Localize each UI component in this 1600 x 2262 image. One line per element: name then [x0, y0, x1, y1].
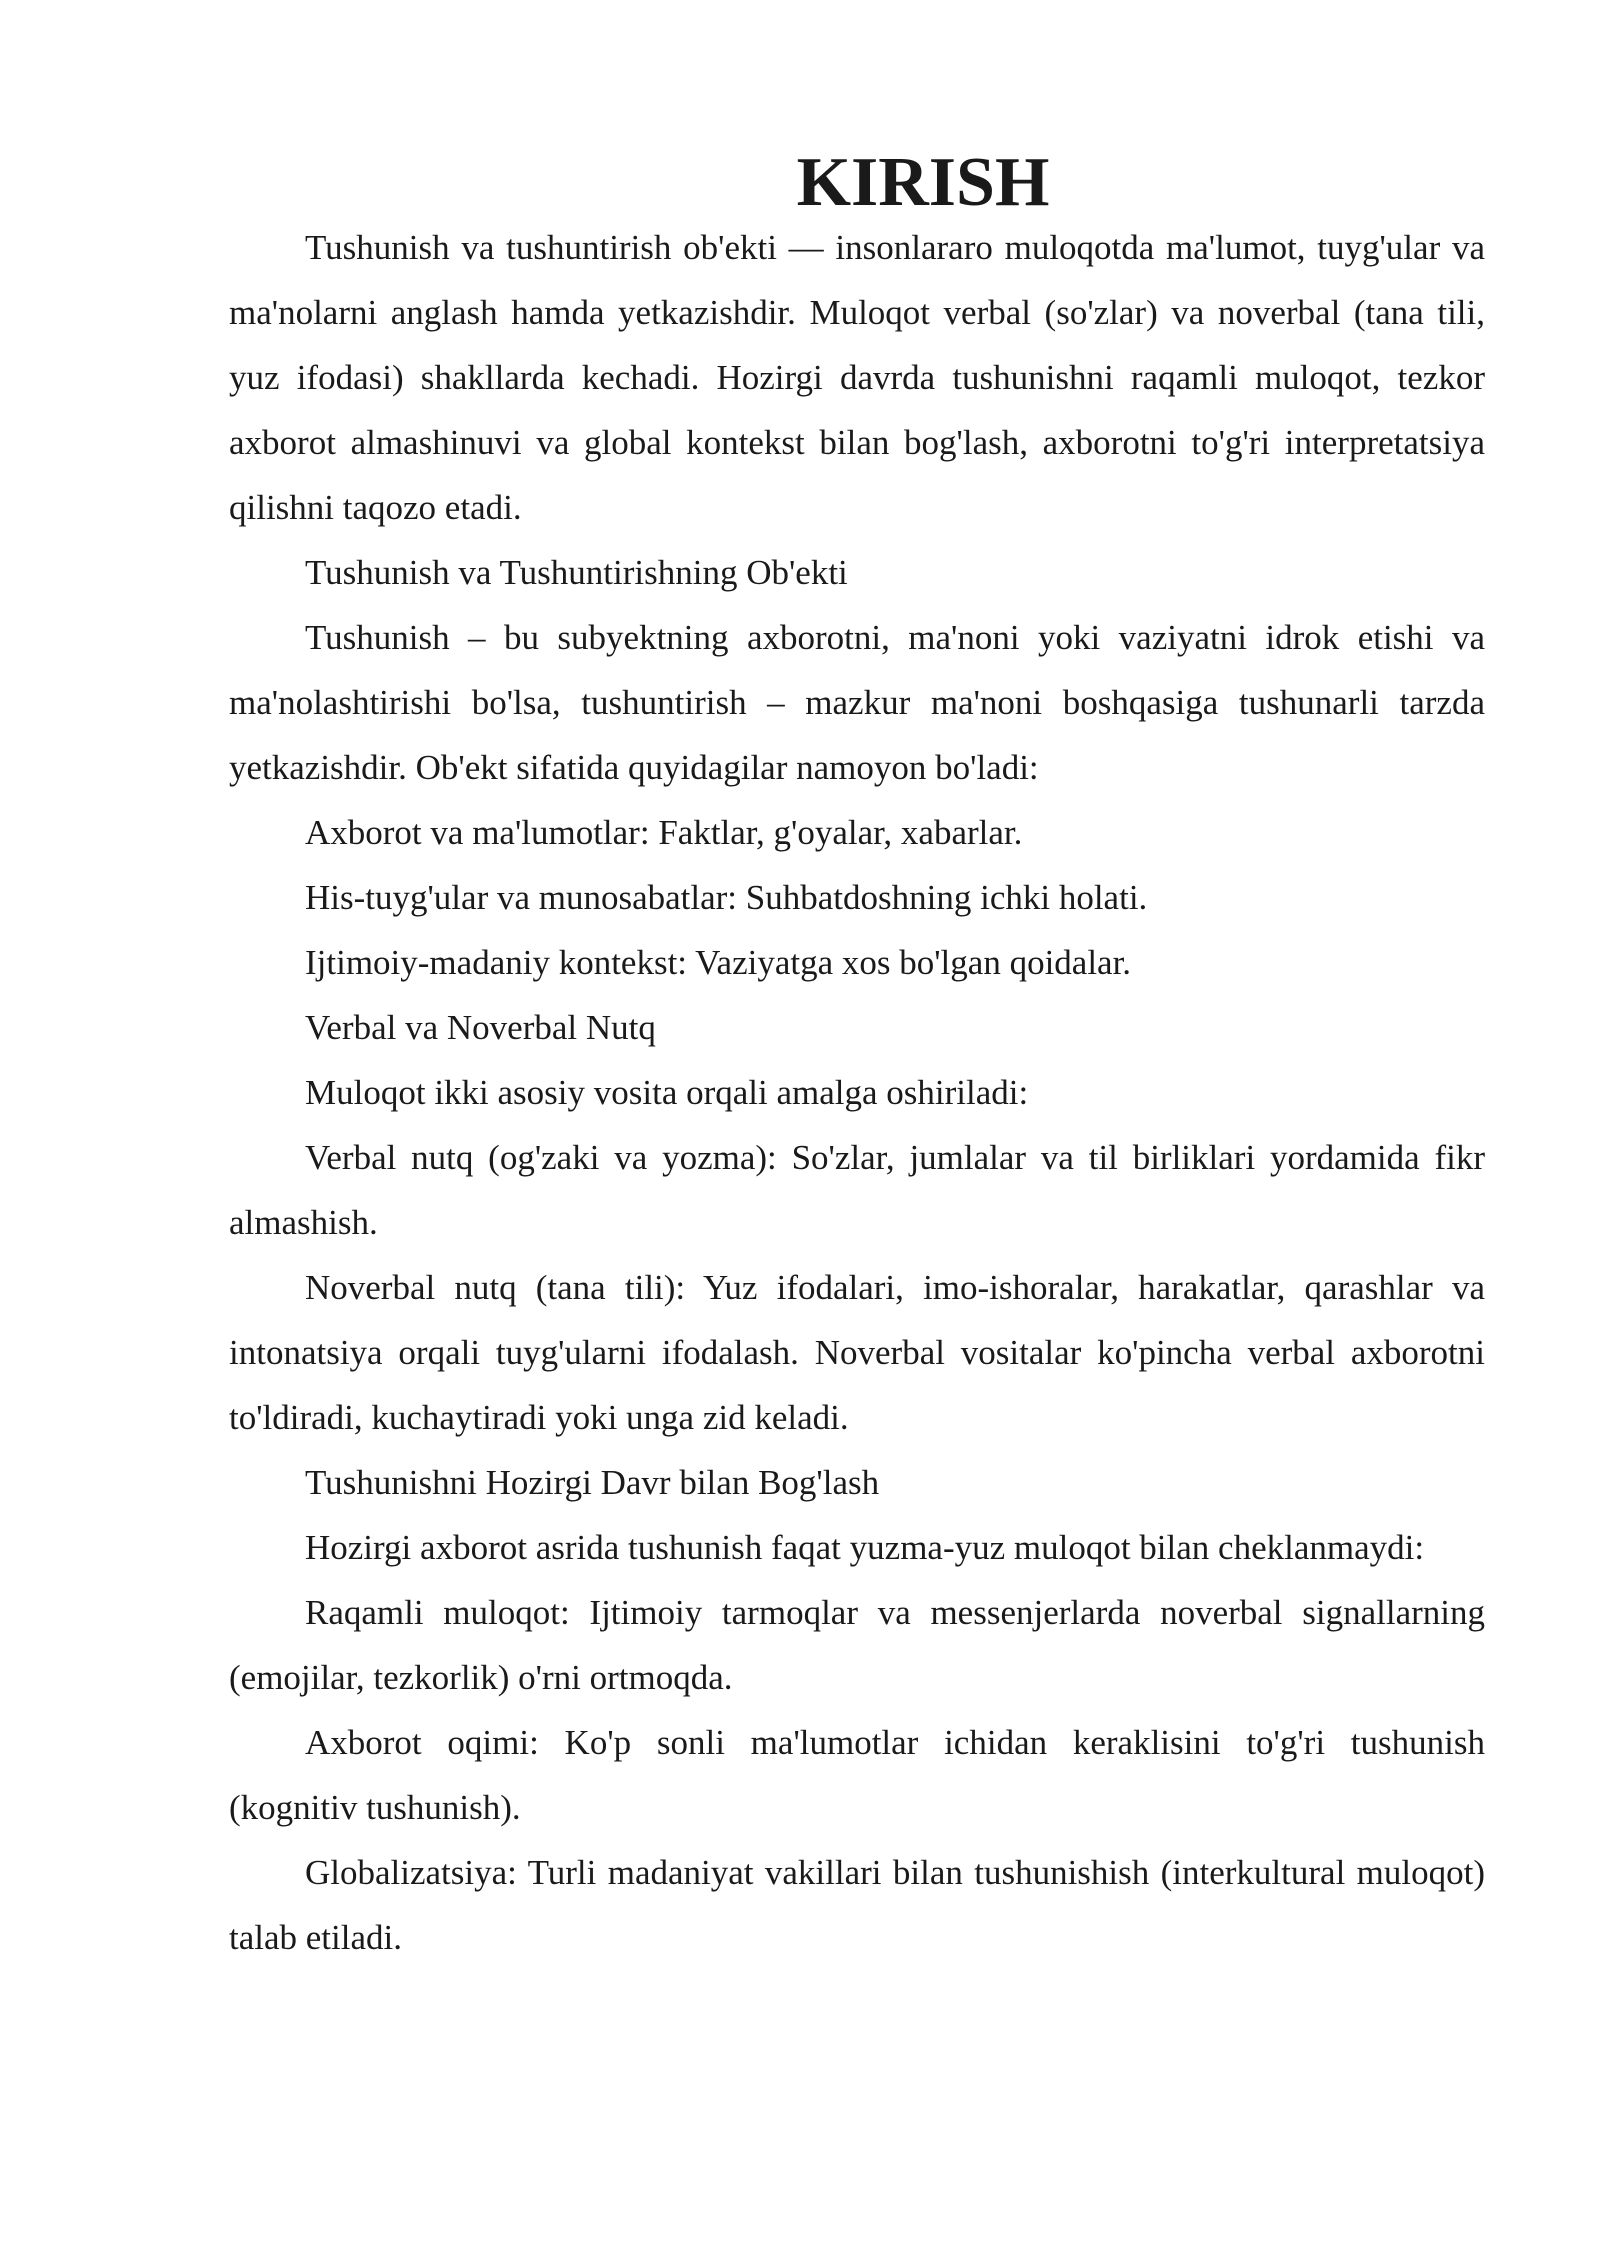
list-item-information-flow: Axborot oqimi: Ko'p sonli ma'lumotlar ichidan keraklisini to'g'ri tushunish (kognitiv tushunish).	[229, 1723, 1485, 1827]
definition-paragraph: Tushunish – bu subyektning axborotni, ma'noni yoki vaziyatni idrok etishi va ma'nolashtirishi bo'lsa, tushuntirish – mazkur ma'noni boshqasiga tushunarli tarzda yetkazishdir. Ob'ekt sifatida quyidagilar namoyon bo'ladi:	[229, 618, 1485, 787]
list-item-emotions: His-tuyg'ular va munosabatlar: Suhbatdoshning ichki holati.	[305, 878, 1148, 917]
section-heading-speech: Verbal va Noverbal Nutq	[305, 1008, 656, 1047]
list-item-nonverbal: Noverbal nutq (tana tili): Yuz ifodalari, imo-ishoralar, harakatlar, qarashlar va intonatsiya orqali tuyg'ularni ifodalash. Noverbal vositalar ko'pincha verbal axborotni to'ldiradi, kuchaytiradi yoki unga zid keladi.	[229, 1268, 1485, 1437]
list-item-information: Axborot va ma'lumotlar: Faktlar, g'oyalar, xabarlar.	[305, 813, 1023, 852]
intro-paragraph: Tushunish va tushuntirish ob'ekti — insonlararo muloqotda ma'lumot, tuyg'ular va ma'nolarni anglash hamda yetkazishdir. Muloqot verbal (so'zlar) va noverbal (tana tili, yuz ifodasi) shakllarda kechadi. Hozirgi davrda tushunishni raqamli muloqot, tezkor axborot almashinuvi va global kontekst bilan bog'lash, axborotni to'g'ri interpretatsiya qilishni taqozo etadi.	[229, 228, 1485, 527]
section-heading-object: Tushunish va Tushuntirishning Ob'ekti	[305, 553, 848, 592]
document-body	[229, 144, 1485, 1970]
section-heading-modern: Tushunishni Hozirgi Davr bilan Bog'lash	[305, 1463, 880, 1502]
modern-intro-paragraph: Hozirgi axborot asrida tushunish faqat yuzma-yuz muloqot bilan cheklanmaydi:	[305, 1528, 1425, 1567]
list-item-digital: Raqamli muloqot: Ijtimoiy tarmoqlar va messenjerlarda noverbal signallarning (emojilar, tezkorlik) o'rni ortmoqda.	[229, 1593, 1485, 1697]
speech-intro-paragraph: Muloqot ikki asosiy vosita orqali amalga oshiriladi:	[305, 1073, 1029, 1112]
page-title: KIRISH	[796, 144, 1050, 221]
list-item-globalization: Globalizatsiya: Turli madaniyat vakillari bilan tushunishish (interkultural muloqot) talab etiladi.	[229, 1853, 1485, 1957]
list-item-context: Ijtimoiy-madaniy kontekst: Vaziyatga xos bo'lgan qoidalar.	[305, 943, 1132, 982]
list-item-verbal: Verbal nutq (og'zaki va yozma): So'zlar, jumlalar va til birliklari yordamida fikr almashish.	[229, 1138, 1485, 1242]
